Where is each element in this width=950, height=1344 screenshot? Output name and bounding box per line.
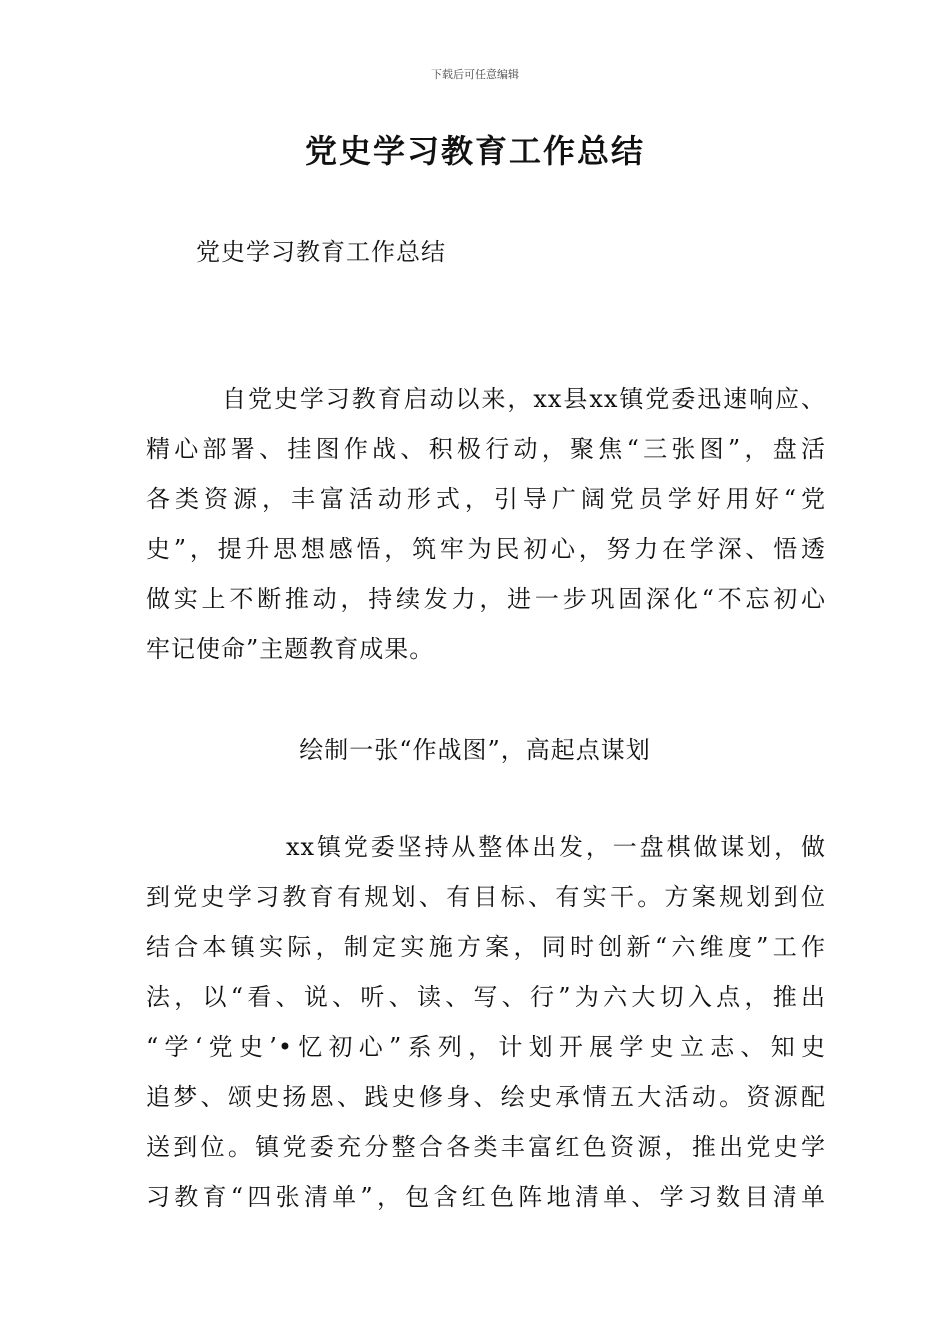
paragraph-line: 法，以“看、说、听、读、写、行”为六大切入点，推出 (146, 983, 826, 1011)
paragraph-line: 牢记使命”主题教育成果。 (146, 635, 435, 663)
section-heading: 绘制一张“作战图”，高起点谋划 (299, 736, 651, 764)
paragraph-line: 自党史学习教育启动以来，xx县xx镇党委迅速响应、 (222, 385, 826, 413)
paragraph-line: “学‘党史’•忆初心”系列，计划开展学史立志、知史 (146, 1033, 826, 1061)
paragraph-line: 追梦、颂史扬恩、践史修身、绘史承情五大活动。资源配 (146, 1083, 826, 1111)
paragraph-line: 做实上不断推动，持续发力，进一步巩固深化“不忘初心 (146, 585, 826, 613)
paragraph-line: 习教育“四张清单”，包含红色阵地清单、学习数目清单 (146, 1183, 826, 1211)
paragraph-line: 结合本镇实际，制定实施方案，同时创新“六维度”工作 (146, 933, 826, 961)
paragraph-line: 各类资源，丰富活动形式，引导广阔党员学好用好“党 (146, 485, 826, 513)
header-note: 下载后可任意编辑 (431, 68, 519, 81)
paragraph-line: 精心部署、挂图作战、积极行动，聚焦“三张图”，盘活 (146, 435, 826, 463)
paragraph-section-body (146, 822, 826, 1222)
paragraph-intro (146, 374, 826, 674)
paragraph-line: 送到位。镇党委充分整合各类丰富红色资源，推出党史学 (146, 1133, 826, 1161)
paragraph-line: 到党史学习教育有规划、有目标、有实干。方案规划到位 (146, 883, 826, 911)
document-subtitle: 党史学习教育工作总结 (196, 238, 446, 266)
paragraph-line: xx镇党委坚持从整体出发，一盘棋做谋划，做 (286, 833, 826, 861)
paragraph-line: 史”，提升思想感悟，筑牢为民初心，努力在学深、悟透 (146, 535, 826, 563)
document-title: 党史学习教育工作总结 (304, 132, 645, 170)
